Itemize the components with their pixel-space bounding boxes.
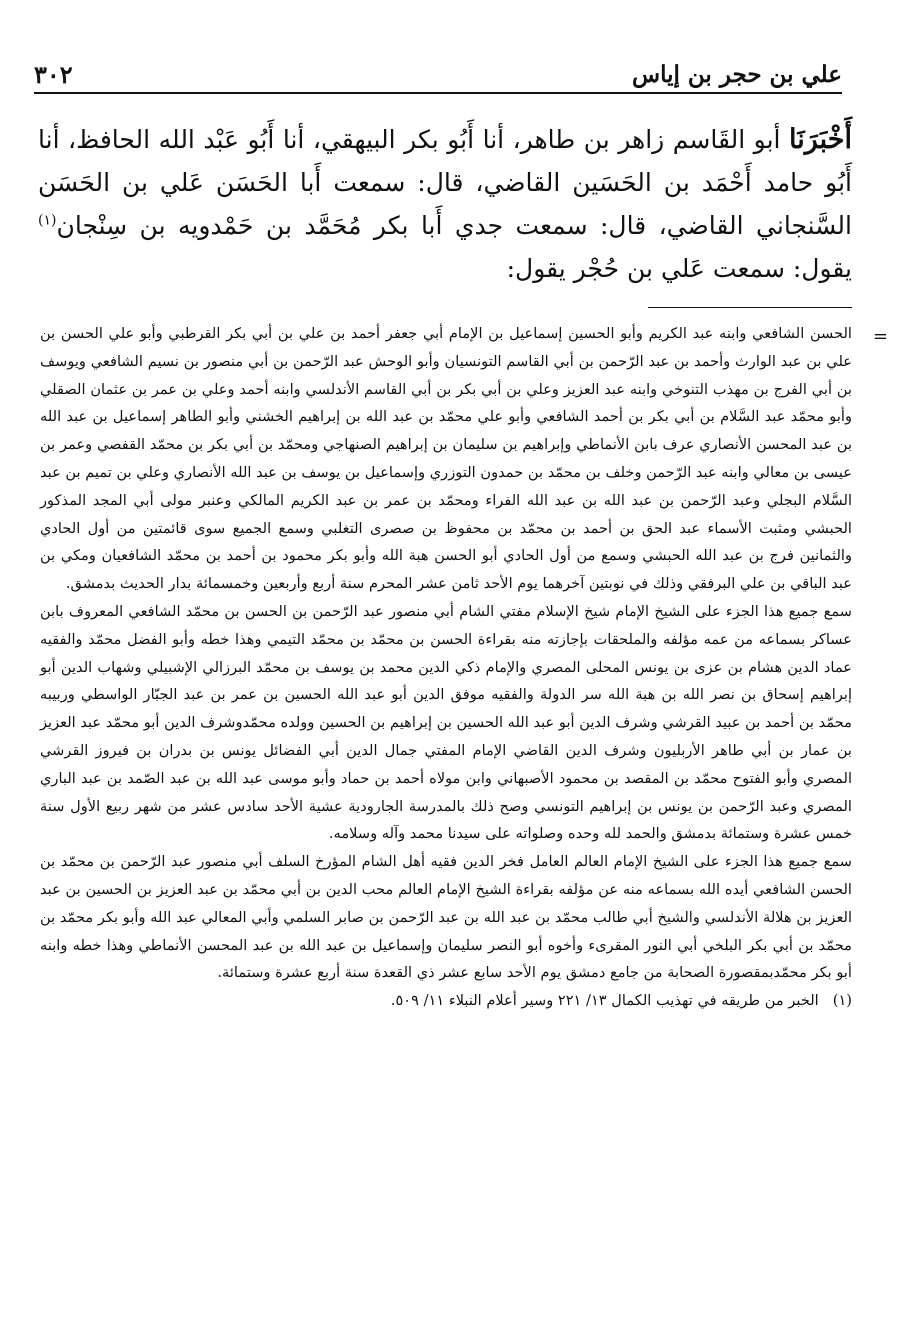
- footnote-1-number: (١): [832, 992, 852, 1010]
- main-text: [38, 118, 852, 290]
- main-text-part1: أبو القَاسم زاهر بن طاهر، أنا أَبُو بكر البيهقي، أنا أَبُو عَبْد الله الحافظ، أنا أَبُو حامد أَحْمَد بن الحَسَين القاضي، قال: سمعت أَبا الحَسَن عَلي بن الحَسَن السَّنجاني القاضي، قال: سمعت جدي أَبا بكر مُحَمَّد بن حَمْدويه بن سِنْجان: [38, 125, 852, 240]
- main-text-part2: يقول: سمعت عَلي بن حُجْر يقول:: [506, 254, 852, 283]
- footnote-1-text: الخبر من طريقه في تهذيب الكمال ١٣/ ٢٢١ وسير أعلام النبلاء ١١/ ٥٠٩.: [390, 992, 819, 1010]
- footnote-reference: (١): [38, 212, 57, 229]
- lead-word: أَخْبَرَنَا: [789, 124, 852, 155]
- footnote-paragraph-1: الحسن الشافعي وابنه عبد الكريم وأبو الحسين إسماعيل بن الإمام أبي جعفر أحمد بن علي بن أبي بكر القرطبي وأبو علي الحسن بن علي بن عبد الوارث وأحمد بن عبد الرّحمن بن أبي القاسم التونسيان وأبو الوحش عبد الرّحمن بن أبي منصور بن نسيم الشافعي ويوسف بن أبي الفرج بن مهذب التنوخي وابنه عبد العزيز وعلي بن أبي بكر بن أبي القاسم الأندلسي وابنه أحمد وعلي بن عمر بن عثمان الصقلي وأبو محمّد عبد السَّلام بن أبي بكر بن أحمد الشافعي وأبو علي محمّد بن عبد الله بن إبراهيم الخشني وأبو الطاهر إسماعيل بن عبد الله بن عبد المحسن الأنصاري عرف بابن الأنماطي وإبراهيم بن سليمان بن إبراهيم الصنهاجي ومحمّد بن أبي بكر بن محمّد القفصي وعمر بن عيسى بن معالي وابنه عبد الرّحمن وخلف بن محمّد بن حمدون التوزري وإسماعيل بن يوسف بن عبد الله الأنصاري وعلي بن تميم بن عبد السَّلام البجلي وعبد الرّحمن بن عبد الله بن عبد الله الفراء ومحمّد بن عمر بن عبد الكريم المالكي وعنبر مولى أبي المجد المذكور الحبشي ومثبت الأسماء عبد الحق بن أحمد بن محمّد بن محفوظ بن صصرى التغلبي وسمع الجميع سوى قائمتين من أول الحادي والثمانين فرج بن عبد الله الحبشي وسمع من أول الحادي أبو الحسن هبة الله وأبو بكر محمود بن أحمد بن محمّد الشافعيان ومكي بن عبد الباقي بن علي البرفقي وذلك في نوبتين آخرهما يوم الأحد ثامن عشر المحرم سنة أربع وأربعين وخمسمائة بدار الحديث بدمشق.: [40, 325, 852, 593]
- footnotes: [40, 320, 852, 1015]
- running-title: علي بن حجر بن إياس: [632, 61, 842, 88]
- footnote-1: [40, 987, 852, 1015]
- footnote-paragraph-3: سمع جميع هذا الجزء على الشيخ الإمام العالم العامل فخر الدين فقيه أهل الشام المؤرخ السلف أبي منصور عبد الرّحمن بن محمّد بن الحسن الشافعي أيده الله بسماعه منه عن مؤلفه بقراءة الشيخ الإمام العالم محب الدين بن أبي محمّد بن عبد العزيز بن الحسين بن عبد العزيز بن هلالة الأندلسي والشيخ أبي طالب محمّد بن عبد الله بن عبد الرّحمن بن صابر السلمي وأبي المعالي عبد الله وأبو بكر محمّد بن محمّد بن أبي بكر البلخي أبي النور المقرىء وأخوه أبو النصر سليمان وإسماعيل بن عبد الله بن عبد المحسن الأنماطي وهذا خطه وابنه أبو بكر محمّدبمقصورة الصحابة من جامع دمشق يوم الأحد سابع عشر ذي القعدة سنة أربع عشرة وستمائة.: [40, 853, 852, 982]
- page-header: [34, 56, 842, 94]
- page-number: ٣٠٢: [34, 60, 73, 89]
- footnote-paragraph-2: سمع جميع هذا الجزء على الشيخ الإمام شيخ الإسلام مفتي الشام أبي منصور عبد الرّحمن بن الحسن بن محمّد الشافعي المعروف بابن عساكر بسماعه من عمه مؤلفه والملحقات بإجازته منه بقراءة الحسن بن محمّد بن محمّد التيمي وهذا خطه وأبو الفضل محمّد والفقيه عماد الدين هشام بن عزى بن يونس المحلى المصري والإمام ذكي الدين محمد بن يوسف بن محمّد البرزالي الإشبيلي وشهاب الدين أبو إبراهيم إسحاق بن نصر الله بن هبة الله سر الدولة والفقيه موفق الدين أبو عبد الله الحسين بن عمر بن عبد الجبّار الواسطي وربيبه محمّد بن أحمد بن عبيد القرشي وشرف الدين أبو عبد الله الحسين بن إبراهيم بن الحسين وولده محمّدوشرف الدين أبو محمّد عبد العزيز بن عمار بن أبي طاهر الأربليون وشرف الدين القاضي الإمام المفتي جمال الدين أبي الفضائل يونس بن بدران بن فيروز القرشي المصري وأبو الفتوح محمّد بن المقصد بن محمود الأصبهاني وابن مولاه أحمد بن حماد وأبو موسى عبد الله بن عبد الصّمد بن عبد الباري المصري وعبد الرّحمن بن يونس بن إبراهيم التونسي وصح ذلك بالمدرسة الجارودية عشية الأحد سادس عشر من شهر ربيع الأول سنة خمس عشرة وستمائة بدمشق والحمد لله وحده وصلواته على سيدنا محمد وآله وسلامه.: [40, 602, 852, 843]
- continuation-mark: =: [872, 326, 888, 347]
- footnote-divider: [648, 307, 852, 308]
